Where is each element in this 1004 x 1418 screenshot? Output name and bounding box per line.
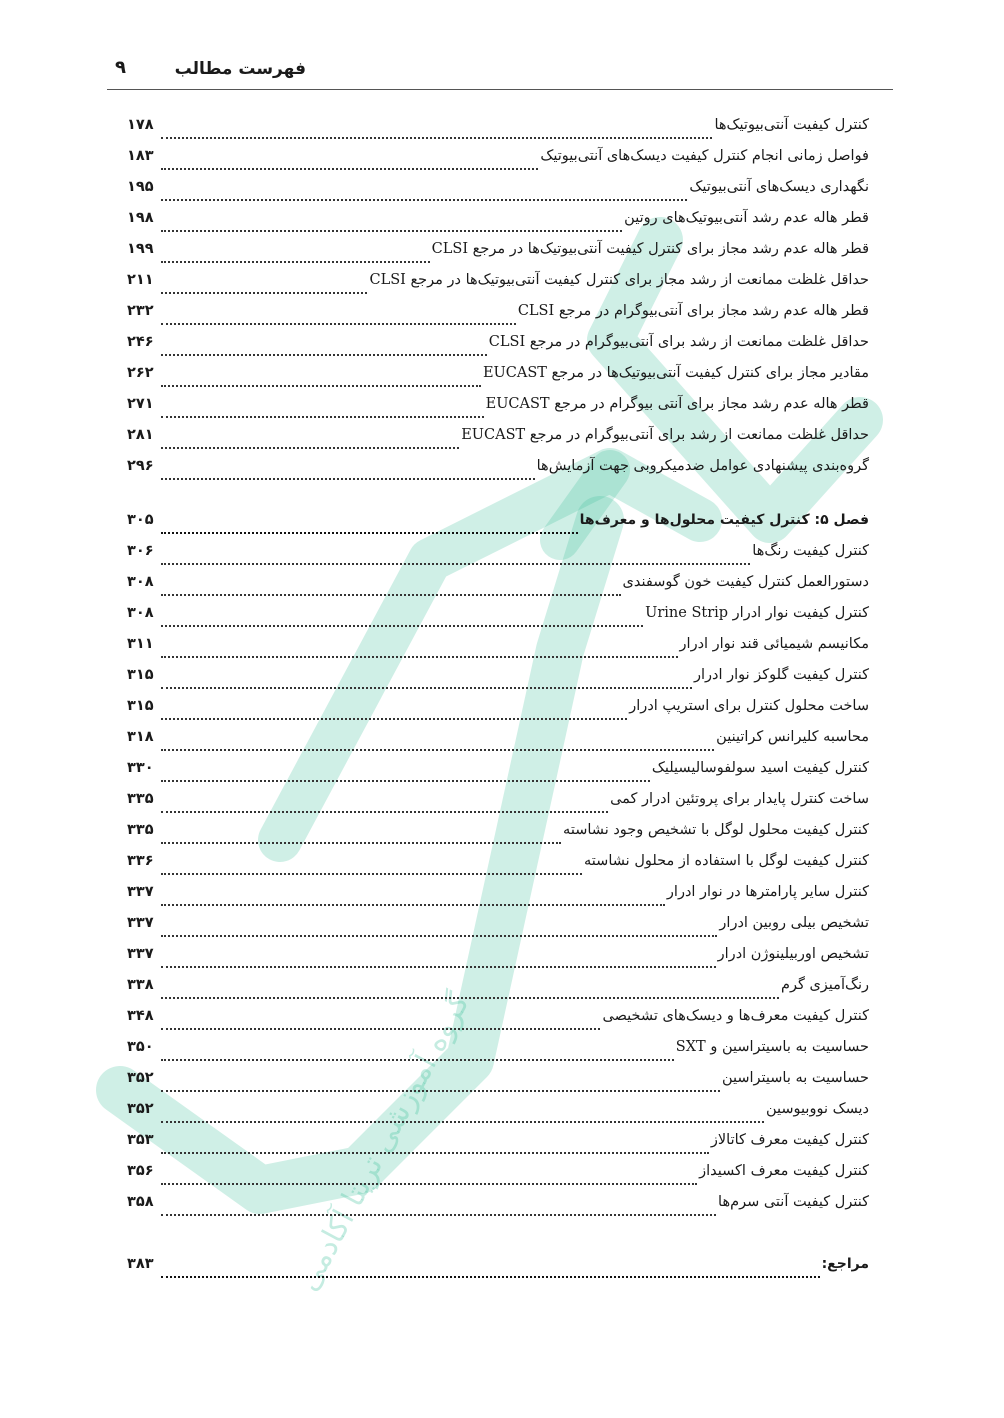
toc-entry-title: کنترل سایر پارامترها در نوار ادرار <box>666 884 869 900</box>
toc-entry <box>127 458 869 489</box>
toc-dot-leader <box>161 780 650 782</box>
toc-entry-page: ۳۳۷ <box>127 884 154 900</box>
toc-dot-leader <box>161 594 621 596</box>
toc-dot-leader <box>161 687 692 689</box>
toc-dot-leader <box>161 385 481 387</box>
toc-entry <box>127 946 869 977</box>
toc-entry-page: ۱۹۸ <box>127 210 154 226</box>
toc-entry <box>127 1101 869 1132</box>
toc-entry <box>127 365 869 396</box>
toc-entry <box>127 1256 869 1287</box>
header-title: فهرست مطالب <box>174 59 306 79</box>
toc-dot-leader <box>161 656 678 658</box>
toc-entry-page: ۳۳۸ <box>127 977 154 993</box>
toc-dot-leader <box>161 997 779 999</box>
toc-entry-title: ساخت محلول کنترل برای استریپ ادرار <box>629 698 869 714</box>
toc-entry-title: کنترل کیفیت معرف‌ها و دیسک‌های تشخیصی <box>602 1008 869 1024</box>
toc-entry <box>127 272 869 303</box>
toc-entry-title: حداقل غلظت ممانعت از رشد مجاز برای کنترل کیفیت آنتی‌بیوتیک‌ها در مرجع CLSI <box>369 272 869 288</box>
toc-entry-page: ۳۳۰ <box>127 760 154 776</box>
toc-entry <box>127 241 869 272</box>
toc-entry-title: محاسبه کلیرانس کراتینین <box>716 729 869 745</box>
toc-entry-page: ۱۹۹ <box>127 241 154 257</box>
header-page-number: ۹ <box>115 57 126 78</box>
toc-entry-title: تشخیص اوربیلینوژن ادرار <box>717 946 869 962</box>
toc-section-references <box>127 1256 869 1287</box>
toc-entry-page: ۲۱۱ <box>127 272 154 288</box>
toc-entry <box>127 148 869 179</box>
toc-entry <box>127 760 869 791</box>
toc-dot-leader <box>161 447 459 449</box>
toc-entry-title: حداقل غلظت ممانعت از رشد برای آنتی‌بیوگرام در مرجع CLSI <box>488 334 869 350</box>
toc-entry <box>127 574 869 605</box>
toc-entry-page: ۳۰۸ <box>127 574 154 590</box>
toc-entry <box>127 1008 869 1039</box>
toc-entry-title: کنترل کیفیت معرف اکسیداز <box>699 1163 869 1179</box>
toc-dot-leader <box>161 1214 716 1216</box>
toc-dot-leader <box>161 842 561 844</box>
toc-entry-page: ۳۵۲ <box>127 1101 154 1117</box>
toc-entry-page: ۱۷۸ <box>127 117 154 133</box>
toc-entry <box>127 822 869 853</box>
toc-entry-page: ۲۹۶ <box>127 458 154 474</box>
toc-entry-title: کنترل کیفیت محلول لوگل با تشخیص وجود نشاسته <box>563 822 869 838</box>
toc-entry <box>127 791 869 822</box>
toc-dot-leader <box>161 1059 674 1061</box>
toc-entry <box>127 1163 869 1194</box>
toc-entry <box>127 179 869 210</box>
toc-entry <box>127 543 869 574</box>
toc-entry-page: ۳۳۶ <box>127 853 154 869</box>
toc-entry-title: قطر هاله عدم رشد مجاز برای آنتی بیوگرام در مرجع EUCAST <box>485 396 869 412</box>
toc-entry-title: فصل ۵: کنترل کیفیت محلول‌ها و معرف‌ها <box>579 512 869 528</box>
toc-entry-page: ۳۵۸ <box>127 1194 154 1210</box>
toc-entry-title: کنترل کیفیت لوگل با استفاده از محلول نشاسته <box>584 853 869 869</box>
toc-dot-leader <box>161 749 714 751</box>
toc-dot-leader <box>161 261 430 263</box>
toc-dot-leader <box>161 416 484 418</box>
toc-entry-title: دستورالعمل کنترل کیفیت خون گوسفندی <box>622 574 869 590</box>
toc-entry-page: ۱۹۵ <box>127 179 154 195</box>
toc-entry <box>127 915 869 946</box>
toc-entry-page: ۲۶۲ <box>127 365 154 381</box>
toc-entry-title: حساسیت به باسیتراسین و SXT <box>675 1039 869 1055</box>
toc-entry-title: کنترل کیفیت اسید سولفوسالیسیلیک <box>651 760 869 776</box>
toc-entry <box>127 396 869 427</box>
toc-entry-title: حساسیت به باسیتراسین <box>721 1070 869 1086</box>
toc-entry-page: ۳۱۱ <box>127 636 154 652</box>
toc-entry-title: قطر هاله عدم رشد آنتی‌بیوتیک‌های روتین <box>624 210 869 226</box>
toc-dot-leader <box>161 478 535 480</box>
toc-entry-page: ۲۴۶ <box>127 334 154 350</box>
toc-dot-leader <box>161 873 582 875</box>
toc-entry-page: ۳۱۵ <box>127 667 154 683</box>
toc-entry <box>127 884 869 915</box>
toc-dot-leader <box>161 718 627 720</box>
toc-entry-title: کنترل کیفیت نوار ادرار Urine Strip <box>645 605 869 621</box>
toc-entry-title: نگهداری دیسک‌های آنتی‌بیوتیک <box>689 179 869 195</box>
toc-dot-leader <box>161 811 608 813</box>
toc-entry-page: ۳۳۷ <box>127 946 154 962</box>
toc-entry-page: ۳۳۷ <box>127 915 154 931</box>
toc-entry <box>127 1070 869 1101</box>
toc-entry-page: ۱۸۳ <box>127 148 154 164</box>
toc-entry <box>127 698 869 729</box>
toc-section-antibiotics <box>127 117 869 489</box>
toc-entry-page: ۳۵۶ <box>127 1163 154 1179</box>
toc-dot-leader <box>161 230 622 232</box>
toc-entry-title: قطر هاله عدم رشد مجاز برای آنتی‌بیوگرام در مرجع CLSI <box>517 303 869 319</box>
toc-entry-page: ۳۵۳ <box>127 1132 154 1148</box>
toc-dot-leader <box>161 1121 764 1123</box>
toc-dot-leader <box>161 1028 600 1030</box>
page-header <box>107 55 893 90</box>
toc-entry <box>127 1132 869 1163</box>
toc-entry-page: ۲۸۱ <box>127 427 154 443</box>
toc-entry <box>127 636 869 667</box>
toc-entry-title: کنترل کیفیت آنتی سرم‌ها <box>718 1194 869 1210</box>
toc-entry-page: ۳۳۵ <box>127 822 154 838</box>
toc-dot-leader <box>161 292 367 294</box>
toc-entry-title: حداقل غلظت ممانعت از رشد برای آنتی‌بیوگرام در مرجع EUCAST <box>461 427 869 443</box>
toc-dot-leader <box>161 1276 820 1278</box>
toc-entry-title: دیسک نووبیوسین <box>765 1101 869 1117</box>
toc-entry-title: مکانیسم شیمیائی قند نوار ادرار <box>679 636 869 652</box>
toc-entry-page: ۳۳۵ <box>127 791 154 807</box>
toc-dot-leader <box>161 323 516 325</box>
toc-entry-page: ۲۷۱ <box>127 396 154 412</box>
toc-entry <box>127 303 869 334</box>
toc-entry-title: فواصل زمانی انجام کنترل کیفیت دیسک‌های آنتی‌بیوتیک <box>540 148 869 164</box>
toc-entry-page: ۳۴۸ <box>127 1008 154 1024</box>
toc-dot-leader <box>161 904 665 906</box>
toc-dot-leader <box>161 199 687 201</box>
toc-entry-page: ۳۵۰ <box>127 1039 154 1055</box>
toc-dot-leader <box>161 1183 697 1185</box>
toc-entry-title: رنگ‌آمیزی گرم <box>780 977 869 993</box>
toc-entry <box>127 117 869 148</box>
toc-entry <box>127 1039 869 1070</box>
toc-dot-leader <box>161 354 487 356</box>
toc-entry <box>127 334 869 365</box>
toc-section-chapter5 <box>127 512 869 1225</box>
toc-dot-leader <box>161 625 643 627</box>
toc-entry <box>127 210 869 241</box>
toc-entry <box>127 977 869 1008</box>
toc-entry-title: ساخت کنترل پایدار برای پروتئین ادرار کمی <box>610 791 869 807</box>
toc-entry-page: ۳۱۸ <box>127 729 154 745</box>
toc-entry <box>127 427 869 458</box>
toc-entry-title: کنترل کیفیت معرف کاتالاز <box>710 1132 869 1148</box>
toc-entry <box>127 1194 869 1225</box>
toc-entry-title: کنترل کیفیت گلوکز نوار ادرار <box>693 667 869 683</box>
toc-entry-title: گروه‌بندی پیشنهادی عوامل ضدمیکروبی جهت آزمایش‌ها <box>536 458 869 474</box>
toc-entry-page: ۲۳۲ <box>127 303 154 319</box>
toc-dot-leader <box>161 137 712 139</box>
toc-entry <box>127 729 869 760</box>
toc-entry-title: کنترل کیفیت رنگ‌ها <box>752 543 869 559</box>
toc-dot-leader <box>161 966 716 968</box>
toc-entry-page: ۳۸۳ <box>127 1256 154 1272</box>
toc-dot-leader <box>161 532 578 534</box>
toc-dot-leader <box>161 563 750 565</box>
toc-entry <box>127 853 869 884</box>
toc-entry-title: کنترل کیفیت آنتی‌بیوتیک‌ها <box>714 117 869 133</box>
toc-entry-page: ۳۰۶ <box>127 543 154 559</box>
toc-dot-leader <box>161 935 717 937</box>
toc-dot-leader <box>161 1090 720 1092</box>
toc-entry <box>127 605 869 636</box>
toc-entry <box>127 667 869 698</box>
toc-entry-page: ۳۰۸ <box>127 605 154 621</box>
toc-entry-page: ۳۱۵ <box>127 698 154 714</box>
toc-entry-title: تشخیص بیلی روبین ادرار <box>719 915 869 931</box>
toc-dot-leader <box>161 168 538 170</box>
watermark-text: گروه آموزشی تریتا آکادمی <box>290 987 478 1297</box>
toc-entry <box>127 512 869 543</box>
toc-entry-page: ۳۰۵ <box>127 512 154 528</box>
toc-entry-title: مراجع: <box>821 1256 869 1272</box>
toc-entry-title: قطر هاله عدم رشد مجاز برای کنترل کیفیت آنتی‌بیوتیک‌ها در مرجع CLSI <box>431 241 869 257</box>
toc-entry-title: مقادیر مجاز برای کنترل کیفیت آنتی‌بیوتیک‌ها در مرجع EUCAST <box>482 365 869 381</box>
toc-entry-page: ۳۵۲ <box>127 1070 154 1086</box>
toc-dot-leader <box>161 1152 709 1154</box>
